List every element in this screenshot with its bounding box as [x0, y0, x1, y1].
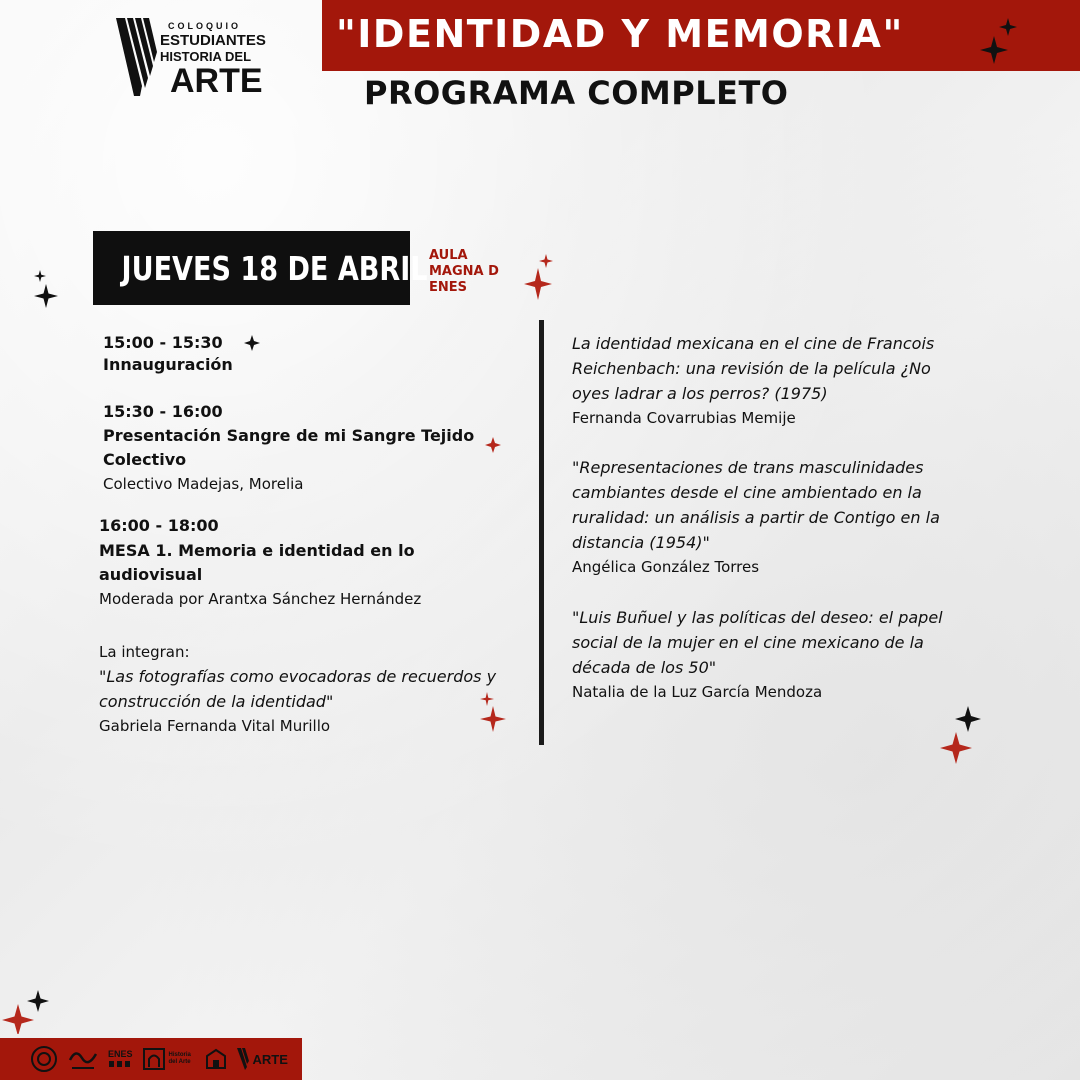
page-subtitle: PROGRAMA COMPLETO	[364, 74, 789, 112]
sparkle-icon	[978, 16, 1020, 64]
historia-del-arte-text: Historia del Arte	[168, 1052, 191, 1065]
venue-label	[429, 248, 529, 296]
schedule-detail: Colectivo Madejas, Morelia	[103, 475, 304, 493]
unam-seal-icon	[30, 1044, 58, 1074]
schedule-title: Innauguración	[103, 355, 233, 374]
venue-line: MAGNA D	[429, 264, 499, 279]
logo-v-mark-icon	[116, 16, 164, 98]
venue-line: AULA	[429, 248, 468, 263]
sparkle-icon	[484, 436, 502, 454]
column-divider	[539, 320, 544, 745]
talk-author: Fernanda Covarrubias Memije	[572, 409, 796, 427]
sparkle-icon	[478, 690, 508, 732]
logo-historia-text: HISTORIA DEL	[160, 49, 252, 64]
sparkle-icon	[2, 990, 50, 1034]
panel-members-label: La integran:	[99, 643, 190, 661]
schedule-title: Presentación Sangre de mi Sangre Tejido Colectivo	[103, 426, 475, 469]
day-label: JUEVES 18 DE ABRIL	[121, 249, 428, 288]
talk-author: Gabriela Fernanda Vital Murillo	[99, 717, 331, 735]
logo-arte-text: ARTE	[170, 62, 263, 100]
arch-icon	[143, 1048, 165, 1070]
logo-estudiantes-text: ESTUDIANTES	[160, 32, 266, 49]
sparkle-icon	[940, 704, 982, 764]
building-icon	[205, 1044, 227, 1074]
schedule-item	[99, 516, 479, 611]
schedule-title: MESA 1. Memoria e identidad en lo audiovisual	[99, 541, 415, 584]
talk-item	[572, 605, 967, 704]
venue-line: ENES	[429, 280, 468, 295]
arte-logo-text: ARTE	[252, 1051, 288, 1067]
talk-item	[572, 331, 962, 430]
day-label-box	[93, 231, 428, 305]
title-banner	[322, 0, 1080, 71]
enes-mark-icon	[108, 1059, 132, 1069]
schedule-item	[103, 333, 523, 377]
talk-author: Natalia de la Luz García Mendoza	[572, 683, 823, 701]
panel-members	[99, 640, 519, 738]
event-logo	[116, 16, 266, 98]
talk-title: "Las fotografías como evocadoras de recuerdos y construcción de la identidad"	[99, 667, 497, 711]
schedule-time: 16:00 - 18:00	[99, 516, 219, 535]
historia-del-arte-logo	[143, 1044, 195, 1074]
sparkle-icon	[30, 268, 62, 308]
enes-logo-text: ENES	[108, 1048, 133, 1059]
talk-item	[572, 455, 952, 579]
talk-title: La identidad mexicana en el cine de Francois Reichenbach: una revisión de la película ¿No oyes ladrar a los perros? (1975)	[572, 334, 935, 403]
talk-title: "Luis Buñuel y las políticas del deseo: el papel social de la mujer en el cine mexicano de la década de los 50"	[572, 608, 943, 677]
schedule-item	[103, 402, 503, 496]
page-title: "IDENTIDAD Y MEMORIA"	[336, 12, 904, 56]
schedule-detail: Moderada por Arantxa Sánchez Hernández	[99, 590, 422, 608]
morelia-logo-icon	[68, 1044, 98, 1074]
sparkle-icon	[244, 334, 260, 352]
sponsor-footer	[0, 1038, 302, 1080]
schedule-time: 15:30 - 16:00	[103, 402, 223, 421]
enes-logo	[108, 1044, 133, 1074]
sparkle-icon	[524, 252, 556, 300]
talk-author: Angélica González Torres	[572, 558, 760, 576]
arte-logo-icon	[237, 1044, 288, 1074]
talk-title: "Representaciones de trans masculinidades cambiantes desde el cine ambientado en la ruralidad: un análisis a partir de Contigo en la distancia (1954)"	[572, 458, 940, 552]
logo-coloquio-text: COLOQUIO	[168, 21, 241, 31]
schedule-time: 15:00 - 15:30	[103, 333, 223, 352]
